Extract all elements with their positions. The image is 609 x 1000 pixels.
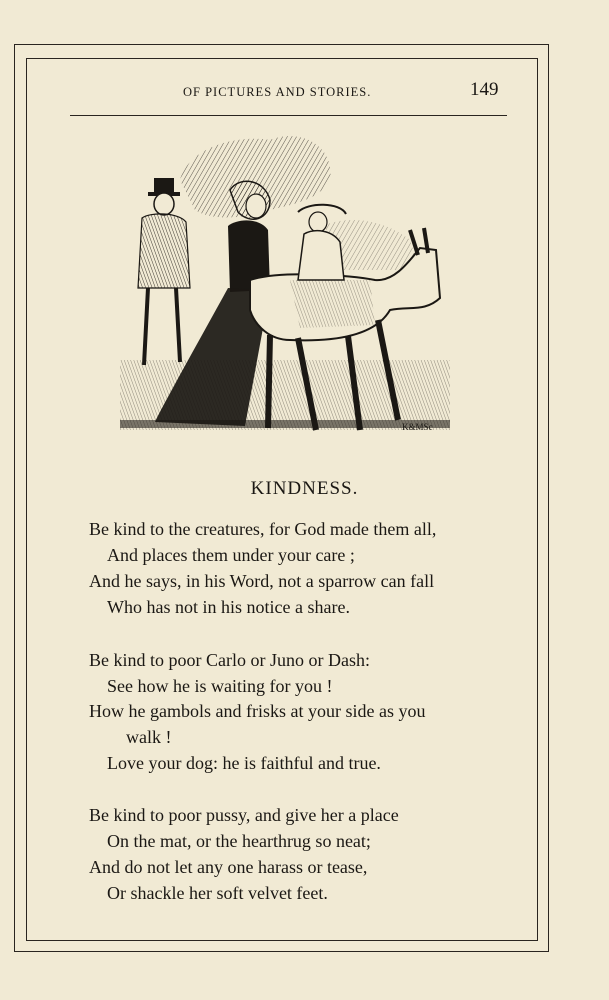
poem-title: KINDNESS. [250,478,359,499]
engraver-mark: K&MSc [402,422,433,432]
running-head: OF PICTURES AND STORIES. [183,85,372,99]
poem-line: Be kind to the creatures, for God made them all, [89,519,437,539]
page-number: 149 [470,79,499,100]
poem-line: And do not let any one harass or tease, [89,857,368,877]
poem-line: walk ! [126,727,172,747]
poem-line: See how he is waiting for you ! [107,676,333,696]
poem-line: Be kind to poor Carlo or Juno or Dash: [89,650,370,670]
poem-line: And places them under your care ; [107,545,355,565]
poem-line: Be kind to poor pussy, and give her a place [89,805,399,825]
poem-line: How he gambols and frisks at your side as you [89,701,426,721]
poem-line: And he says, in his Word, not a sparrow can fall [89,571,435,591]
poem-line: Or shackle her soft velvet feet. [107,883,328,903]
engraving-donkey-ride-icon [120,130,450,442]
poem-line: On the mat, or the hearthrug so neat; [107,831,371,851]
poem-line: Love your dog: he is faithful and true. [107,753,381,773]
poem-line: Who has not in his notice a share. [107,597,350,617]
header-rule [70,115,507,116]
